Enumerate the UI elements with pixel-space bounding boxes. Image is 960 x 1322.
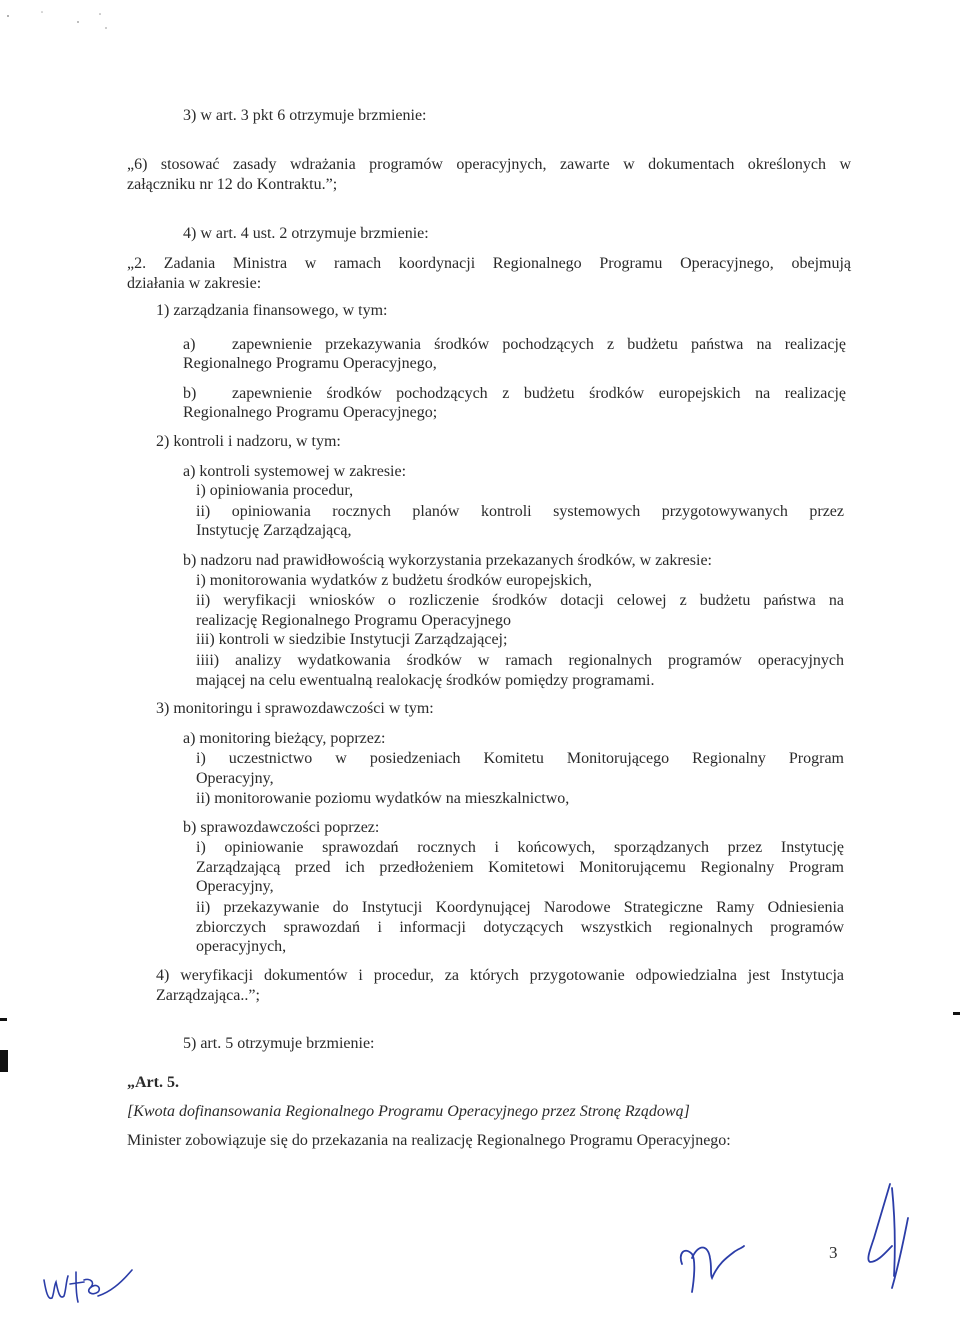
section-1b-line-1: zapewnienie środków pochodzących z budżetu środków europejskich na realizację (232, 385, 846, 402)
page-number: 3 (829, 1243, 838, 1262)
section-2b-item-i: i) monitorowania wydatków z budżetu środków europejskich, (196, 572, 592, 589)
article-5-body: Minister zobowiązuje się do przekazania na realizację Regionalnego Programu Operacyjnego: (127, 1132, 731, 1149)
section-3b-header: b) sprawozdawczości poprzez: (183, 819, 380, 836)
scan-specks (0, 0, 120, 40)
quote-6-line-1: „6) stosować zasady wdrażania programów operacyjnych, zawarte w dokumentach określonych w (127, 156, 851, 173)
paragraph-2-line-2: działania w zakresie: (127, 275, 262, 292)
section-1a-line-2: Regionalnego Programu Operacyjnego, (183, 355, 437, 372)
section-2b-item-ii-line-2: realizację Regionalnego Programu Operacyjnego (196, 612, 511, 629)
quote-6-line-2: załączniku nr 12 do Kontraktu.”; (127, 176, 338, 193)
scan-edge-mark (0, 1050, 8, 1072)
paragraph-2-line-1: „2. Zadania Ministra w ramach koordynacji Regionalnego Programu Operacyjnego, obejmują (127, 255, 851, 272)
section-4-line-1: 4) weryfikacji dokumentów i procedur, za których przygotowanie odpowiedzialna jest Instytucja (156, 967, 844, 984)
section-3a-header: a) monitoring bieżący, poprzez: (183, 730, 386, 747)
section-3b-item-ii-line-1: ii) przekazywanie do Instytucji Koordynującej Narodowe Strategiczne Ramy Odniesienia (196, 899, 844, 916)
scan-edge-mark (0, 1018, 7, 1021)
article-5-title: „Art. 5. (127, 1074, 179, 1091)
section-2b-item-iiii-line-2: mającej na celu ewentualną realokację środków pomiędzy programami. (196, 672, 655, 689)
section-2b-item-iiii-line-1: iiii) analizy wydatkowania środków w ramach regionalnych programów operacyjnych (196, 652, 844, 669)
section-1-header: 1) zarządzania finansowego, w tym: (156, 302, 388, 319)
section-4-line-2: Zarządzająca..”; (156, 987, 260, 1004)
amendment-item-3-header: 3) w art. 3 pkt 6 otrzymuje brzmienie: (183, 107, 427, 124)
scan-edge-mark (953, 1012, 960, 1015)
section-1b-line-2: Regionalnego Programu Operacyjnego; (183, 404, 438, 421)
section-2b-header: b) nadzoru nad prawidłowością wykorzystania przekazanych środków, w zakresie: (183, 552, 712, 569)
section-2a-item-ii-line-1: ii) opiniowania rocznych planów kontroli systemowych przygotowywanych przez (196, 503, 844, 520)
section-3a-item-ii: ii) monitorowanie poziomu wydatków na mieszkalnictwo, (196, 790, 570, 807)
section-3a-item-i-line-1: i) uczestnictwo w posiedzeniach Komitetu Monitorującego Regionalny Program (196, 750, 844, 767)
section-2b-item-iii: iii) kontroli w siedzibie Instytucji Zarządzającej; (196, 631, 508, 648)
section-3b-item-i-line-3: Operacyjny, (196, 878, 274, 895)
section-3b-item-ii-line-2: zbiorczych sprawozdań i informacji dotyczących wszystkich regionalnych programów (196, 919, 844, 936)
initials-signature-bottom-left (40, 1262, 136, 1306)
section-1a-line-1: zapewnienie przekazywania środków pochodzących z budżetu państwa na realizację (232, 336, 846, 353)
initials-signature-center (672, 1218, 752, 1296)
amendment-item-4-header: 4) w art. 4 ust. 2 otrzymuje brzmienie: (183, 225, 429, 242)
section-2a-header: a) kontroli systemowej w zakresie: (183, 463, 407, 480)
section-3b-item-i-line-1: i) opiniowanie sprawozdań rocznych i końcowych, sporządzanych przez Instytucję (196, 839, 844, 856)
section-2b-item-ii-line-1: ii) weryfikacji wniosków o rozliczenie środków dotacji celowej z budżetu państwa na (196, 592, 844, 609)
section-3b-item-ii-line-3: operacyjnych, (196, 938, 287, 955)
section-2-header: 2) kontroli i nadzoru, w tym: (156, 433, 341, 450)
section-3b-item-i-line-2: Zarządzającą przed ich przedłożeniem Komitetowi Monitorującemu Regionalny Program (196, 859, 844, 876)
amendment-item-5-header: 5) art. 5 otrzymuje brzmienie: (183, 1035, 375, 1052)
article-5-subtitle: [Kwota dofinansowania Regionalnego Programu Operacyjnego przez Stronę Rządową] (127, 1103, 690, 1120)
section-1a-label: a) (183, 336, 196, 353)
section-3-header: 3) monitoringu i sprawozdawczości w tym: (156, 700, 434, 717)
section-2a-item-ii-line-2: Instytucję Zarządzającą, (196, 522, 352, 539)
section-3a-item-i-line-2: Operacyjny, (196, 770, 274, 787)
initials-signature-right (856, 1178, 916, 1293)
section-2a-item-i: i) opiniowania procedur, (196, 482, 354, 499)
section-1b-label: b) (183, 385, 197, 402)
